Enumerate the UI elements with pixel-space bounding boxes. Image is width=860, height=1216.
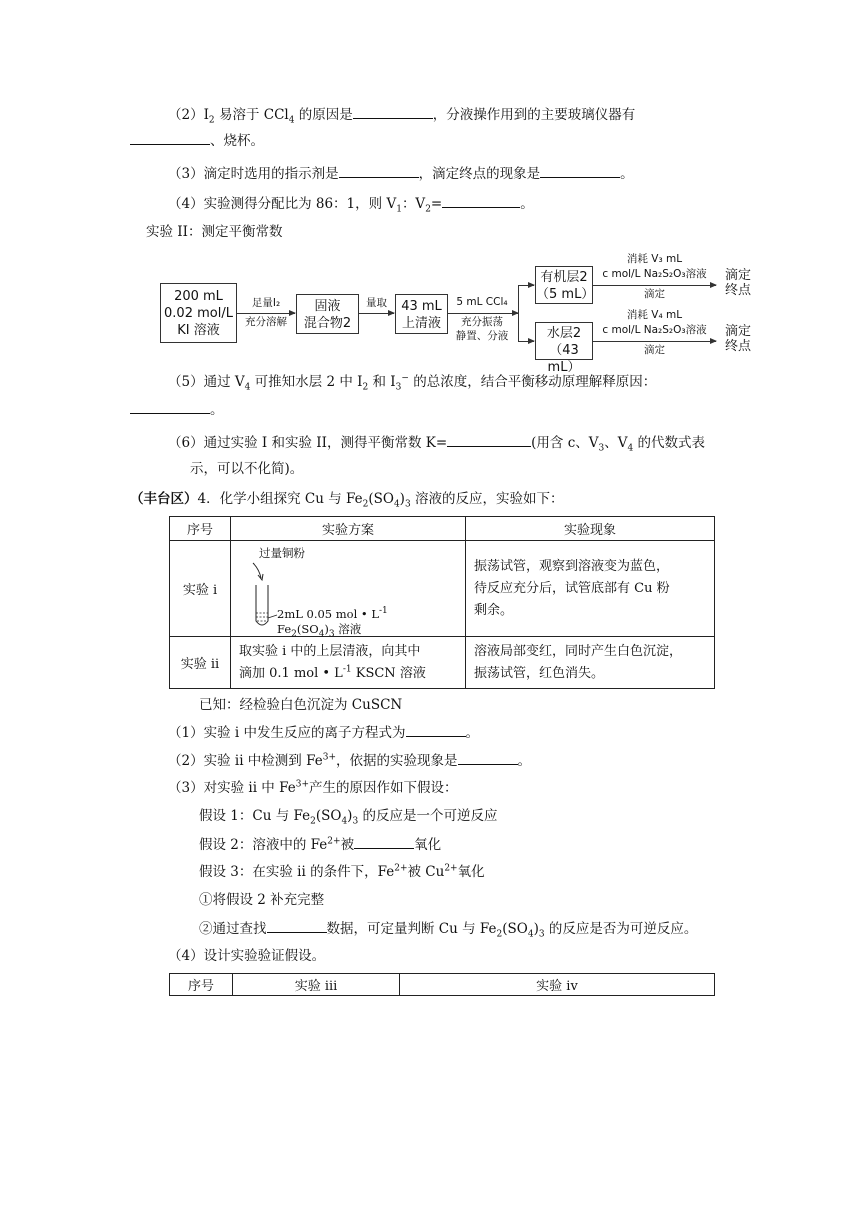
endpoint-label-top — [720, 268, 756, 298]
known-note: 已知：经检验白色沉淀为 CuSCN — [199, 697, 403, 713]
text: （5）通过 V — [168, 374, 245, 390]
hypothesis-1 — [199, 806, 497, 826]
arrow-1-bottom-label: 充分溶解 — [245, 316, 287, 328]
text: 、V — [604, 435, 628, 451]
plan-line — [239, 663, 457, 685]
table-cell — [466, 541, 715, 637]
table-cell: 实验 ii — [170, 637, 231, 689]
superscript: 2+ — [444, 863, 458, 874]
text: 。 — [620, 166, 634, 182]
box-line: 固液 — [314, 299, 341, 314]
superscript: 3+ — [322, 752, 336, 763]
subscript: 3 — [404, 499, 411, 510]
text: 和 I — [368, 374, 396, 390]
question-5-line2 — [130, 399, 224, 420]
text: 4．化学小组探究 Cu 与 Fe — [197, 491, 363, 507]
question-fengtai-4 — [130, 489, 563, 509]
subscript: 4 — [244, 382, 251, 393]
text: 。 — [210, 402, 224, 418]
branch-line — [518, 285, 519, 341]
arrow-titrate-bottom — [593, 341, 716, 342]
box-organic-layer-2 — [535, 266, 593, 304]
box-supernatant — [395, 294, 448, 334]
text: 假设 3：在实验 ii 的条件下，Fe — [199, 864, 395, 880]
box-line: 0.02 mol/L — [164, 306, 233, 321]
text: 被 Cu — [407, 864, 445, 880]
text: ) — [324, 622, 329, 636]
titrate-bottom-label-3: 滴定 — [644, 344, 665, 356]
subscript: 2 — [496, 929, 503, 940]
answer-blank[interactable] — [442, 193, 520, 208]
text: ) — [533, 921, 539, 937]
text: （6）通过实验 I 和实验 II，测得平衡常数 K= — [168, 435, 448, 451]
arrow-1 — [237, 313, 295, 314]
answer-blank[interactable] — [540, 163, 620, 178]
subquestion-1 — [168, 722, 479, 743]
arrow-2 — [359, 313, 394, 314]
text: ②通过查找 — [199, 921, 267, 937]
text: （3）滴定时选用的指示剂是 — [168, 166, 339, 182]
table-header: 实验现象 — [466, 517, 715, 541]
phenomenon-line: 待反应充分后，试管底部有 Cu 粉 — [474, 580, 670, 596]
phenomenon-line: 振荡试管，红色消失。 — [474, 665, 605, 681]
subscript: 4 — [627, 443, 634, 454]
text: (SO — [315, 808, 342, 824]
text: 假设 1：Cu 与 Fe — [199, 808, 311, 824]
arrow-branch-bottom — [518, 341, 534, 342]
subscript: 4 — [527, 929, 534, 940]
text: 的反应是否为可逆反应。 — [544, 921, 698, 937]
superscript: 3+ — [295, 779, 309, 790]
box-line: 有机层2 — [540, 270, 588, 285]
box-line: 混合物2 — [303, 316, 352, 331]
text: 被 — [340, 837, 355, 853]
endpoint-line: 终点 — [724, 339, 751, 354]
text: 的原因是 — [294, 107, 353, 123]
arrow-branch-top — [518, 285, 534, 286]
arrow-3-top-label: 5 mL CCl₄ — [456, 296, 508, 308]
table-cell-figure — [231, 541, 466, 640]
superscript: 2+ — [327, 836, 341, 847]
arrow-1-top-label: 足量I₂ — [251, 297, 281, 309]
question-2-line2 — [130, 130, 264, 151]
table-header: 实验 iii — [233, 974, 400, 996]
question-6-line1 — [168, 432, 705, 453]
table-cell — [231, 637, 466, 689]
table-header: 序号 — [170, 974, 233, 996]
task-2 — [199, 918, 697, 939]
figure-label-line — [277, 622, 388, 640]
text: 可推知水层 2 中 I — [250, 374, 363, 390]
text: 的总浓度，结合平衡移动原理解释原因： — [408, 374, 657, 390]
text: （3）对实验 ii 中 Fe — [168, 780, 296, 796]
endpoint-line: 滴定 — [724, 268, 751, 283]
text: （2）I — [168, 107, 209, 123]
text: 。 — [517, 753, 531, 769]
answer-blank[interactable] — [267, 918, 327, 933]
text: 溶液的反应，实验如下： — [410, 491, 564, 507]
answer-blank[interactable] — [458, 750, 518, 765]
text: ：V — [401, 196, 426, 212]
arrow-3-mid-label: 充分振荡 — [461, 316, 503, 328]
text: KSCN 溶液 — [351, 665, 426, 681]
table-row — [170, 541, 715, 637]
text: 。 — [465, 725, 479, 741]
answer-blank[interactable] — [353, 104, 433, 119]
table-header: 实验 iv — [400, 974, 715, 996]
verification-table — [169, 973, 715, 996]
figure-label-top: 过量铜粉 — [259, 546, 305, 560]
endpoint-label-bottom — [720, 324, 756, 354]
text: ，滴定终点的现象是 — [418, 166, 541, 182]
box-line: 上清液 — [401, 316, 441, 331]
subscript: 3 — [538, 929, 545, 940]
box-line: 43 mL — [401, 299, 442, 314]
task-1: ①将假设 2 补充完整 — [199, 892, 325, 908]
text: 。 — [520, 196, 534, 212]
hypothesis-3 — [199, 862, 485, 882]
text: (SO — [296, 622, 319, 636]
phenomenon-line: 溶液局部变红，同时产生白色沉淀， — [474, 643, 683, 659]
table-header-row — [170, 517, 715, 541]
text: 数据，可定量判断 Cu 与 Fe — [326, 921, 497, 937]
experiment-table — [169, 516, 715, 689]
figure-label-line — [277, 607, 388, 622]
text: （1）实验 i 中发生反应的离子方程式为 — [168, 725, 406, 741]
plan-line: 取实验 i 中的上层清液，向其中 — [239, 643, 421, 659]
hypothesis-2 — [199, 834, 441, 855]
subscript: 1 — [396, 204, 402, 215]
titrate-bottom-label-1: 消耗 V₄ mL — [626, 309, 683, 321]
titrate-bottom-label-2: c mol/L Na₂S₂O₃溶液 — [602, 324, 707, 336]
text: ，依据的实验现象是 — [336, 753, 458, 769]
subquestion-4: （4）设计实验验证假设。 — [168, 948, 326, 964]
answer-blank[interactable] — [130, 399, 210, 414]
subscript: 4 — [288, 115, 295, 126]
text: （2）实验 ii 中检测到 Fe — [168, 753, 323, 769]
table-row — [170, 637, 715, 689]
text: 假设 2：溶液中的 Fe — [199, 837, 328, 853]
region-label: （丰台区） — [130, 491, 198, 507]
text: 氧化 — [457, 864, 485, 880]
text: ) — [399, 491, 405, 507]
box-line: （5 mL） — [536, 287, 595, 302]
table-header: 序号 — [170, 517, 231, 541]
box-mixture-2 — [296, 294, 359, 334]
superscript: -1 — [379, 606, 388, 617]
text: 氧化 — [414, 837, 442, 853]
question-4 — [168, 193, 534, 214]
subscript: 4 — [341, 816, 348, 827]
arrow-2-top-label: 量取 — [366, 297, 387, 309]
box-line: 200 mL — [174, 289, 223, 304]
subquestion-2 — [168, 750, 531, 771]
text: 、烧杯。 — [210, 133, 264, 149]
text: （4）实验测得分配比为 86：1，则 V — [168, 196, 397, 212]
endpoint-line: 滴定 — [724, 324, 751, 339]
subscript: 2 — [310, 816, 316, 827]
text: ，分液操作用到的主要玻璃仪器有 — [432, 107, 636, 123]
question-6-line2: 示，可以不化简)。 — [190, 461, 304, 477]
subscript: 3 — [395, 382, 402, 393]
arrow-titrate-top — [593, 285, 716, 286]
subscript: 2 — [291, 629, 297, 640]
subscript: 2 — [362, 499, 369, 510]
box-line: （43 mL） — [547, 343, 581, 375]
answer-blank[interactable] — [339, 163, 419, 178]
text: Fe — [277, 622, 292, 636]
superscript: − — [401, 373, 409, 384]
titrate-top-label-3: 滴定 — [644, 288, 665, 300]
question-2-line1 — [168, 104, 635, 125]
subscript: 2 — [362, 382, 369, 393]
subquestion-3 — [168, 778, 458, 798]
text: (SO — [502, 921, 528, 937]
phenomenon-line: 剩余。 — [474, 602, 514, 618]
table-cell: 实验 i — [170, 541, 231, 637]
titrate-top-label-1: 消耗 V₃ mL — [626, 253, 683, 265]
text: 溶液 — [334, 622, 362, 636]
superscript: -1 — [342, 664, 352, 675]
answer-blank[interactable] — [406, 722, 466, 737]
text: 的代数式表 — [633, 435, 706, 451]
figure-label-bottom — [277, 606, 388, 640]
text: = — [430, 196, 443, 212]
table-cell — [466, 637, 715, 689]
subscript: 3 — [352, 816, 359, 827]
box-ki-solution — [160, 283, 237, 343]
box-aqueous-layer-2 — [535, 322, 593, 375]
subscript: 2 — [208, 115, 215, 126]
text: 滴加 0.1 mol • L — [239, 665, 343, 681]
text: 2mL 0.05 mol • L — [277, 607, 380, 621]
subscript: 2 — [425, 204, 431, 215]
text: (SO — [368, 491, 394, 507]
answer-blank[interactable] — [354, 834, 414, 849]
arrow-3-bottom-label: 静置、分液 — [455, 330, 509, 342]
text: (用含 c、V — [531, 435, 599, 451]
question-5-line1 — [168, 372, 656, 392]
table-header-row — [170, 974, 715, 996]
box-line: 水层2 — [546, 326, 582, 341]
subscript: 4 — [393, 499, 400, 510]
text: 产生的原因作如下假设： — [309, 780, 458, 796]
test-tube-figure — [231, 541, 465, 640]
text: 易溶于 CCl — [214, 107, 289, 123]
endpoint-line: 终点 — [724, 283, 751, 298]
subscript: 3 — [598, 443, 605, 454]
table-header: 实验方案 — [231, 517, 466, 541]
box-line: KI 溶液 — [177, 323, 220, 338]
superscript: 2+ — [394, 863, 408, 874]
text: 的反应是一个可逆反应 — [358, 808, 498, 824]
experiment-2-title: 实验 II：测定平衡常数 — [146, 224, 283, 240]
subscript: 3 — [328, 629, 335, 640]
answer-blank[interactable] — [447, 432, 531, 447]
titrate-top-label-2: c mol/L Na₂S₂O₃溶液 — [602, 268, 707, 280]
question-3 — [168, 163, 634, 184]
subscript: 4 — [318, 629, 325, 640]
arrow-3 — [448, 313, 518, 314]
text: ) — [347, 808, 353, 824]
answer-blank[interactable] — [130, 130, 210, 145]
phenomenon-line: 振荡试管，观察到溶液变为蓝色， — [474, 558, 670, 574]
